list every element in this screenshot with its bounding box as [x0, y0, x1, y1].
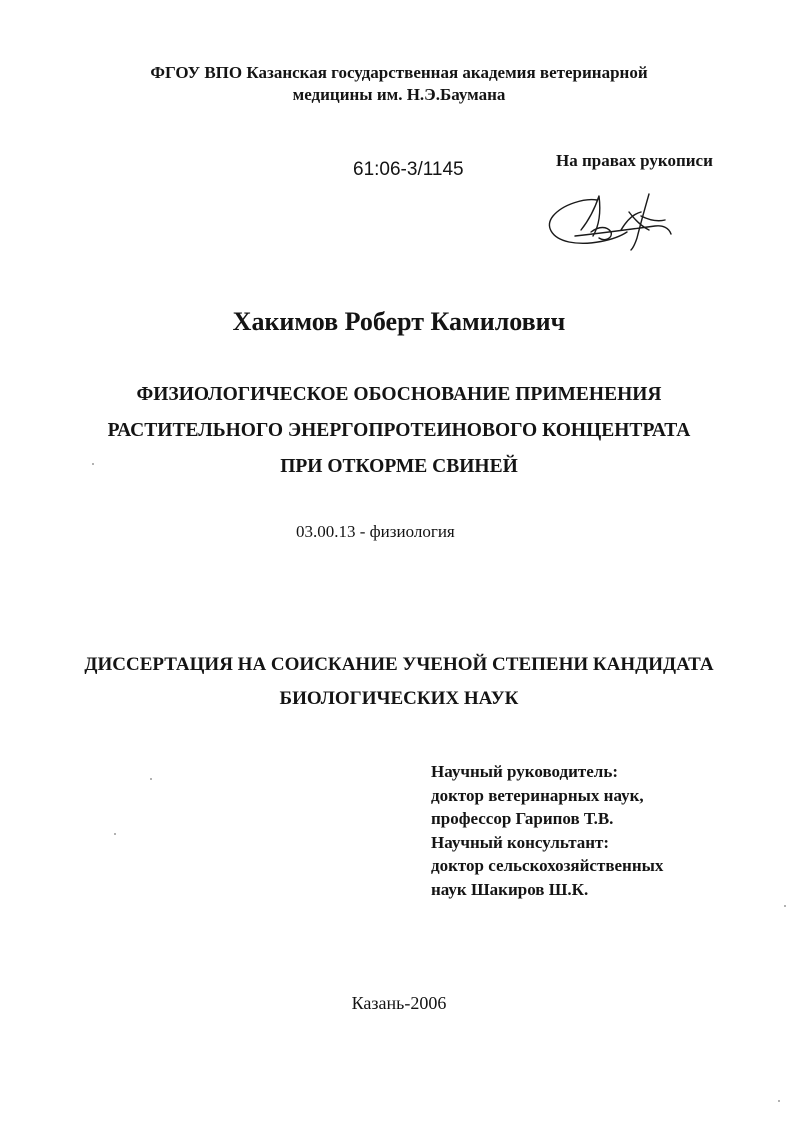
supervisor-name: профессор Гарипов Т.В.: [431, 809, 614, 828]
institution-line-2: медицины им. Н.Э.Баумана: [292, 85, 506, 104]
institution-header: [0, 62, 798, 106]
degree-line-2: БИОЛОГИЧЕСКИХ НАУК: [279, 688, 519, 709]
title-line-1: ФИЗИОЛОГИЧЕСКОЕ ОБОСНОВАНИЕ ПРИМЕНЕНИЯ: [136, 384, 662, 405]
supervisor-degree: доктор ветеринарных наук,: [431, 785, 644, 805]
signature-icon: [545, 190, 675, 252]
advisors-block: [431, 760, 663, 901]
consultant-label: Научный консультант:: [431, 832, 610, 852]
scan-speck: [114, 833, 116, 835]
city-year: Казань-2006: [351, 993, 447, 1013]
supervisor-label: Научный руководитель:: [431, 762, 618, 781]
consultant-degree: доктор сельскохозяйственных: [431, 856, 664, 875]
registry-code: 61:06-3/1145: [353, 159, 464, 180]
manuscript-rights-note: На правах рукописи: [556, 151, 713, 170]
specialty-code: 03.00.13 - физиология: [296, 522, 455, 541]
consultant-name: наук Шакиров Ш.К.: [431, 879, 589, 899]
title-line-2: РАСТИТЕЛЬНОГО ЭНЕРГОПРОТЕИНОВОГО КОНЦЕНТРАТА: [107, 420, 691, 441]
author-name: Хакимов Роберт Камилович: [232, 307, 566, 336]
scan-speck: [778, 1100, 780, 1102]
degree-statement: [0, 648, 798, 716]
dissertation-title: [0, 377, 798, 485]
scan-speck: [92, 463, 94, 465]
institution-line-1: ФГОУ ВПО Казанская государственная академия ветеринарной: [150, 63, 648, 82]
title-line-3: ПРИ ОТКОРМЕ СВИНЕЙ: [280, 456, 518, 477]
degree-line-1: ДИССЕРТАЦИЯ НА СОИСКАНИЕ УЧЕНОЙ СТЕПЕНИ КАНДИДАТА: [84, 654, 714, 675]
scan-speck: [784, 905, 786, 907]
scan-speck: [150, 778, 152, 780]
